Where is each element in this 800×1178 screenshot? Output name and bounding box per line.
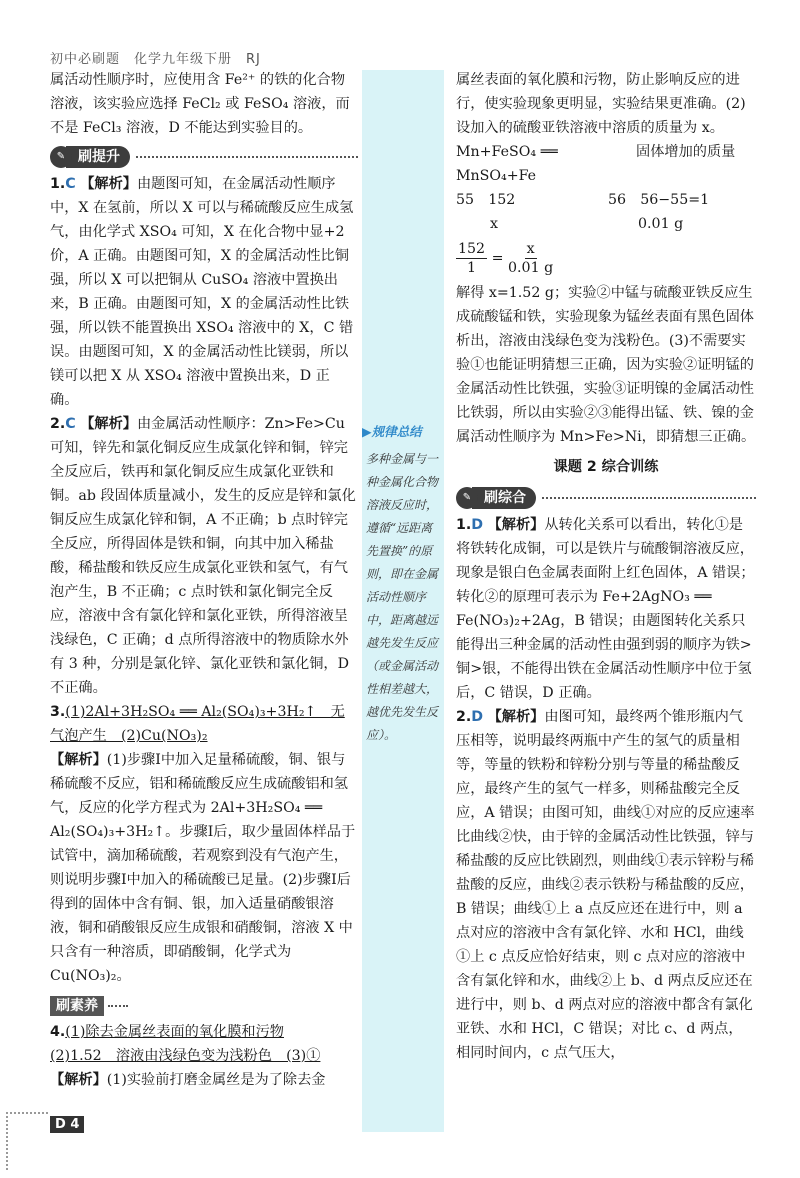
question-r2: 2.D 【解析】由图可知，最终两个锥形瓶内气压相等，说明最终两瓶中产生的氢气的质量相等，等量的铁粉和锌粉分别与等量的稀盐酸反应，最终产生的氢气一样多，则稀盐酸完全反应，A 错误；由图可知，曲线①对应的反应速率比曲线②快，由于锌的金属活动性比铁强，锌与稀盐酸的反应比铁剧烈，则曲线①表示锌粉与稀盐酸的反应，曲线②表示铁粉与稀盐酸的反应，B 错误；曲线①上 a 点反应还在进行中，则 a 点对应的溶液中含有氯化锌、水和 HCl，曲线①上 c 点反应恰好结束，则 c 点对应的溶液中含有氯化锌和水，曲线②上 b、d 两点反应还在进行中，则 b、d 两点对应的溶液中都含有氯化亚铁、水和 HCl，C 错误；对比 c、d 两点，相同时间内，c 点气压大，: [456, 709, 755, 1061]
question-3: 3.(1)2Al+3H₂SO₄ ══ Al₂(SO₄)₃+3H₂↑ 无气泡产生 (2)Cu(NO₃)₂ 【解析】(1)步骤Ⅰ中加入足量稀硫酸，铜、银与稀硫酸不反应，铝和稀硫酸反应生成硫酸铝和氢气，反应的化学方程式为 2Al+3H₂SO₄ ══ Al₂(SO₄)₃+3H₂↑。步骤Ⅰ后，取少量固体样品于试管中，滴加稀硫酸，若观察到没有气泡产生，则说明步骤Ⅰ中加入的稀硫酸已足量。(2)步骤Ⅰ后得到的固体中含有铜、银，加入适量硝酸银溶液，铜和硝酸银反应生成银和硝酸铜，溶液 X 中只含有一种溶质，即硝酸铜，化学式为 Cu(NO₃)₂。: [50, 704, 356, 984]
question-1: 1.C 【解析】由题图可知，在金属活动性顺序中，X 在氢前，所以 X 可以与稀硫酸反应生成氢气，由化学式 XSO₄ 可知，X 在化合物中显+2 价，A 正确。由题图可知，X 的金属活动性比铜强，所以 X 可以把铜从 CuSO₄ 溶液中置换出来，B 正确。由题图可知，X 的金属活动性比铁强，所以铁不能置换出 XSO₄ 溶液中的 X，C 错误。由题图可知，X 的金属活动性比镁弱，所以镁可以把 X 从 XSO₄ 溶液中置换出来，D 正确。: [50, 176, 354, 408]
question-4: 4.(1)除去金属丝表面的氧化膜和污物 (2)1.52 溶液由浅绿色变为浅粉色 (3)① 【解析】(1)实验前打磨金属丝是为了除去金: [50, 1024, 326, 1088]
question-r1: 1.D 【解析】从转化关系可以看出，转化①是将铁转化成铜，可以是铁片与硫酸铜溶液反应，现象是银白色金属表面附上红色固体，A 错误；转化②的原理可表示为 Fe+2AgNO₃ ══ Fe(NO₃)₂+2Ag，B 错误；由题图转化关系只能得出三种金属的活动性由强到弱的顺序为铁>铜>银，不能得出铁在金属活动性顺序中位于氢后，C 错误，D 正确。: [456, 517, 755, 701]
page-header: 初中必刷题 化学九年级下册 RJ: [50, 52, 261, 67]
pen-icon: ✎: [50, 146, 72, 168]
question-2: 2.C 【解析】由金属活动性顺序：Zn>Fe>Cu 可知，锌先和氯化铜反应生成氯化锌和铜，锌完全反应后，铁再和氯化铜反应生成氯化亚铁和铜。ab 段固体质量减小，发生的反应是锌和氯化铜反应生成氯化锌和铜，A 不正确；b 点时锌完全反应，所得固体是铁和铜，向其中加入稀盐酸，稀盐酸和铁反应生成氯化亚铁和氢气，有气泡产生，B 不正确；c 点时铁和氯化铜完全反应，溶液中含有氯化锌和氯化亚铁，所得溶液呈浅绿色，C 正确；d 点所得溶液中的物质除水外有 3 种，分别是氯化锌、氯化亚铁和氯化铜，D 不正确。: [50, 416, 356, 696]
side-note-text: 多种金属与一种金属化合物溶液反应时，遵循“远距离先置换”的原则，即在金属活动性顺序中，距离越远越先发生反应（或金属活动性相差越大，越优先发生反应）。: [366, 452, 439, 742]
right-column: [456, 68, 756, 1065]
page-number: D 4: [50, 1116, 84, 1133]
section-title: 课题 2 综合训练: [553, 459, 659, 475]
pen-icon: ✎: [456, 487, 478, 509]
side-note-title: ▶规律总结: [362, 424, 422, 439]
equation-row-1: Mn+FeSO₄ ══ MnSO₄+Fe 固体增加的质量: [456, 144, 736, 184]
decorative-dotted-line: [6, 1112, 48, 1170]
section-badge-suyang: 刷素养: [50, 994, 358, 1018]
proportion-equation: $\frac{152}{1}$ = $\frac{x}{0.01 g}$: [458, 241, 554, 276]
section-badge-tishen: ✎ 刷提升: [50, 144, 358, 170]
solution-paragraph: 解得 x=1.52 g；实验②中锰与硫酸亚铁反应生成硫酸锰和铁，实验现象为锰丝表面有黑色固体析出，溶液由浅绿色变为浅粉色。(3)不需要实验①也能证明猜想三正确，因为实验②证明锰的金属活动性比铁强，实验③证明镍的金属活动性比铁弱，所以由实验②③能得出锰、铁、镍的金属活动性顺序为 Mn>Fe>Ni，即猜想三正确。: [456, 285, 756, 445]
left-column: [50, 68, 358, 1092]
equation-row-3: x 0.01 g: [490, 216, 684, 232]
equation-row-2: 55 152 56 56−55=1: [456, 192, 710, 208]
side-note-panel: [362, 70, 444, 1132]
continued-paragraph: 属丝表面的氧化膜和污物，防止影响反应的进行，使实验现象更明显，实验结果更准确。(2)设加入的硫酸亚铁溶液中溶质的质量为 x。: [456, 72, 746, 136]
intro-paragraph: 属活动性顺序时，应使用含 Fe²⁺ 的铁的化合物溶液，该实验应选择 FeCl₂ 或 FeSO₄ 溶液，而不是 FeCl₃ 溶液，D 不能达到实验目的。: [50, 72, 350, 136]
section-badge-zonghe: ✎ 刷综合: [456, 485, 756, 511]
